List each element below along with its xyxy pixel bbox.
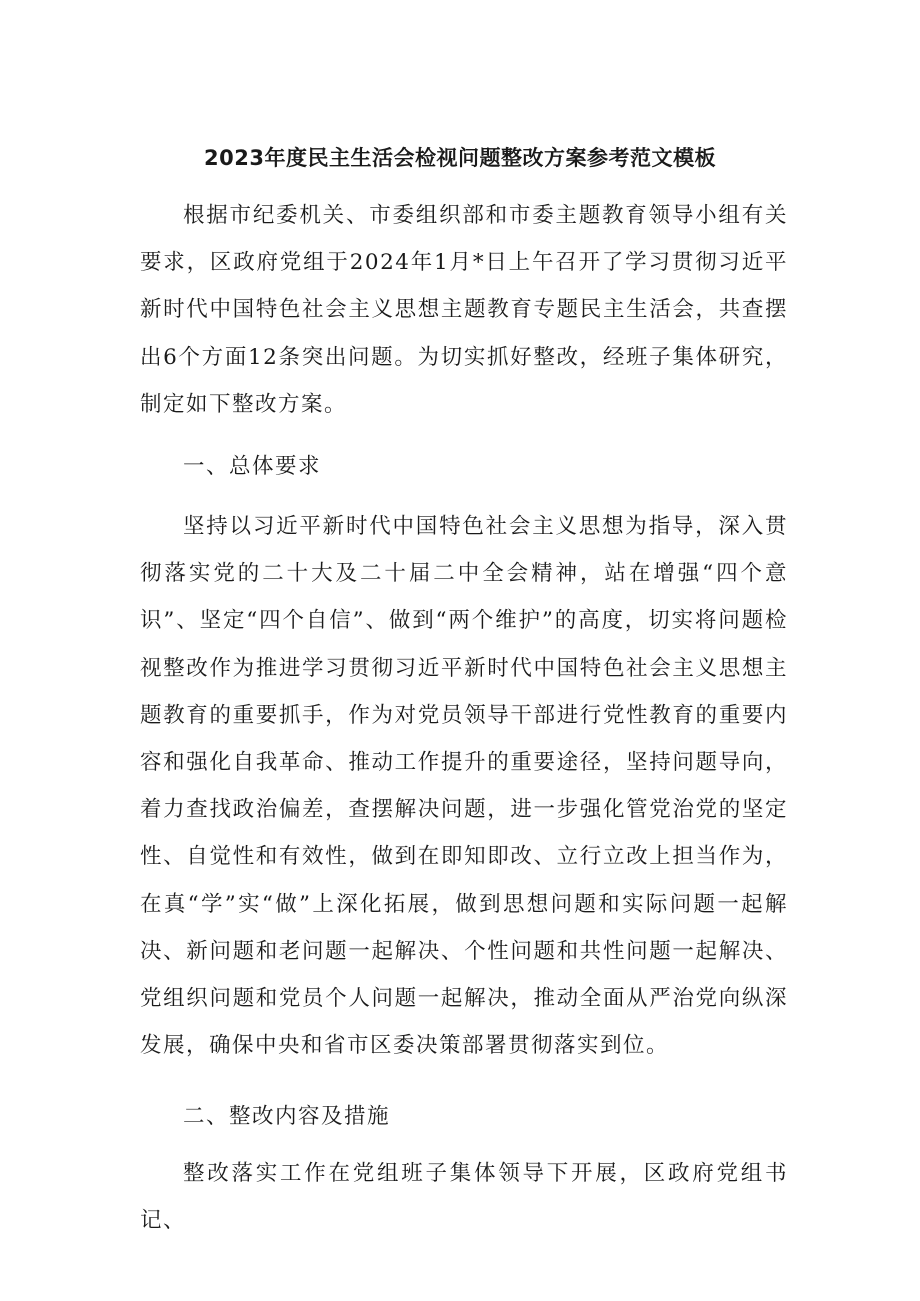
overall-requirements-paragraph: 坚持以习近平新时代中国特色社会主义思想为指导，深入贯彻落实党的二十大及二十届二中全会精神，站在增强“四个意识”、坚定“四个自信”、做到“两个维护”的高度，切实将问题检视整改作为推进学习贯彻习近平新时代中国特色社会主义思想主题教育的重要抓手，作为对党员领导干部进行党性教育的重要内容和强化自我革命、推动工作提升的重要途径，坚持问题导向，着力查找政治偏差，查摆解决问题，进一步强化管党治党的坚定性、自觉性和有效性，做到在即知即改、立行立改上担当作为，在真“学”实“做”上深化拓展，做到思想问题和实际问题一起解决、新问题和老问题一起解决、个性问题和共性问题一起解决、党组织问题和党员个人问题一起解决，推动全面从严治党向纵深发展，确保中央和省市区委决策部署贯彻落实到位。 xyxy=(140,514,788,1059)
rectification-paragraph: 整改落实工作在党组班子集体领导下开展，区政府党组书记、 xyxy=(140,1161,788,1234)
document-title: 2023年度民主生活会检视问题整改方案参考范文模板 xyxy=(204,146,716,170)
section-heading-rectification-content: 二、整改内容及措施 xyxy=(183,1104,391,1129)
intro-paragraph: 根据市纪委机关、市委组织部和市委主题教育领导小组有关要求，区政府党组于2024年1月*日上午召开了学习贯彻习近平新时代中国特色社会主义思想主题教育专题民主生活会，共查摆出6个方面12条突出问题。为切实抓好整改，经班子集体研究，制定如下整改方案。 xyxy=(140,203,788,417)
section-heading-overall-requirements: 一、总体要求 xyxy=(183,454,322,479)
